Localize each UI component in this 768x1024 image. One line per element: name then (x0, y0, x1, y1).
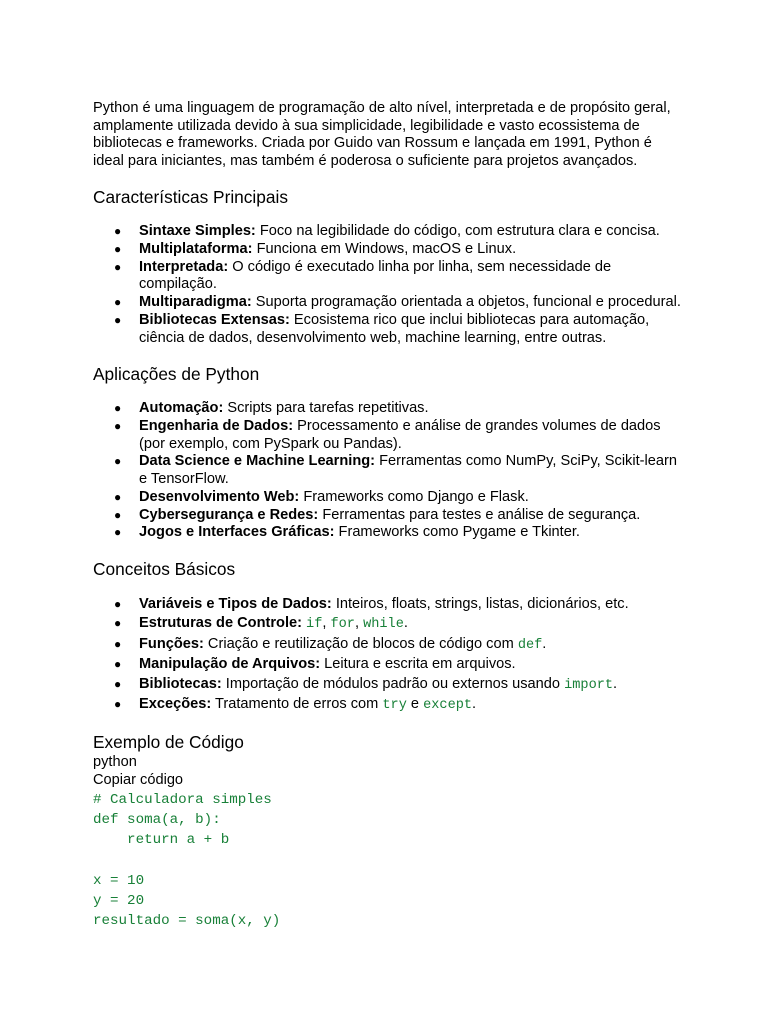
inline-code: if (306, 617, 323, 633)
bullet-icon: ● (114, 525, 122, 540)
inline-code: def (517, 637, 543, 653)
code-content: # Calculadora simples def soma(a, b): return a + b x = 10 y = 20 resultado = soma(x, y) (93, 791, 281, 930)
bullet-icon: ● (114, 489, 122, 504)
list-aplicacoes (93, 400, 683, 542)
intro-paragraph: Python é uma linguagem de programação de alto nível, interpretada e de propósito geral, amplamente utilizada devido à sua simplicidade, legibilidade e vasto ecossistema de bibliotecas e frameworks. Criada por Guido van Rossum e lançada em 1991, Python é ideal para iniciantes, mas também é poderosa o suficiente para projetos avançados. (93, 100, 671, 169)
bullet-icon: ● (114, 616, 122, 631)
list-item: ● Funções: Criação e reutilização de blocos de código com def. (114, 635, 547, 653)
list-conceitos (93, 595, 683, 716)
list-item: ● Bibliotecas Extensas: Ecosistema rico que inclui bibliotecas para automação, ciência de dados, desenvolvimento web, machine learning, entre outras. (114, 311, 650, 346)
inline-code: for (330, 617, 355, 633)
list-item: ● Multiparadigma: Suporta programação orientada a objetos, funcional e procedural. (114, 294, 681, 311)
list-item: ● Automação: Scripts para tarefas repetitivas. (114, 400, 429, 417)
bullet-icon: ● (114, 401, 122, 416)
list-item: ● Multiplataforma: Funciona em Windows, macOS e Linux. (114, 241, 517, 258)
inline-code: except (423, 698, 473, 714)
code-block (93, 790, 683, 931)
inline-code: import (564, 677, 614, 693)
list-item: ● Exceções: Tratamento de erros com try e except. (114, 696, 477, 714)
list-item: ● Desenvolvimento Web: Frameworks como Django e Flask. (114, 488, 529, 505)
list-item: ● Interpretada: O código é executado linha por linha, sem necessidade de compilação. (114, 258, 612, 293)
list-item: ● Jogos e Interfaces Gráficas: Frameworks como Pygame e Tkinter. (114, 524, 580, 541)
list-item: ● Cybersegurança e Redes: Ferramentas para testes e análise de segurança. (114, 506, 641, 523)
list-item: ● Variáveis e Tipos de Dados: Inteiros, floats, strings, listas, dicionários, etc. (93, 595, 683, 615)
bullet-icon: ● (114, 697, 122, 712)
bullet-icon: ● (114, 419, 122, 433)
heading-caracteristicas: Características Principais (93, 187, 288, 208)
code-language-label: python (93, 753, 137, 770)
heading-aplicacoes: Aplicações de Python (93, 364, 260, 385)
bullet-icon: ● (114, 596, 122, 611)
list-caracteristicas (93, 223, 683, 347)
bullet-icon: ● (114, 454, 122, 469)
bullet-icon: ● (114, 312, 122, 327)
inline-code: while (363, 617, 404, 633)
bullet-icon: ● (114, 676, 122, 691)
list-item: ● Manipulação de Arquivos: Leitura e escrita em arquivos. (93, 655, 683, 675)
bullet-icon: ● (114, 242, 122, 257)
bullet-icon: ● (114, 295, 122, 310)
list-item: ● Bibliotecas: Importação de módulos padrão ou externos usando import. (114, 675, 618, 693)
bullet-icon: ● (114, 636, 122, 651)
bullet-icon: ● (114, 657, 122, 672)
heading-conceitos: Conceitos Básicos (93, 558, 236, 579)
list-item: ● Sintaxe Simples: Foco na legibilidade do código, com estrutura clara e concisa. (114, 223, 660, 240)
bullet-icon: ● (114, 507, 122, 522)
inline-code: try (382, 698, 407, 714)
list-item: ● Engenharia de Dados: Processamento e análise de grandes volumes de dados (por exemplo, com PySpark ou Pandas). (114, 418, 661, 452)
heading-exemplo: Exemplo de Código (93, 731, 244, 752)
bullet-icon: ● (114, 224, 122, 239)
list-item: ● Data Science e Machine Learning: Ferramentas como NumPy, SciPy, Scikit-learn e TensorFlow. (114, 453, 677, 488)
bullet-icon: ● (114, 259, 122, 274)
document-page (93, 100, 683, 931)
copy-code-button[interactable]: Copiar código (93, 771, 184, 788)
list-item: ● Estruturas de Controle: if, for, while. (114, 615, 408, 633)
